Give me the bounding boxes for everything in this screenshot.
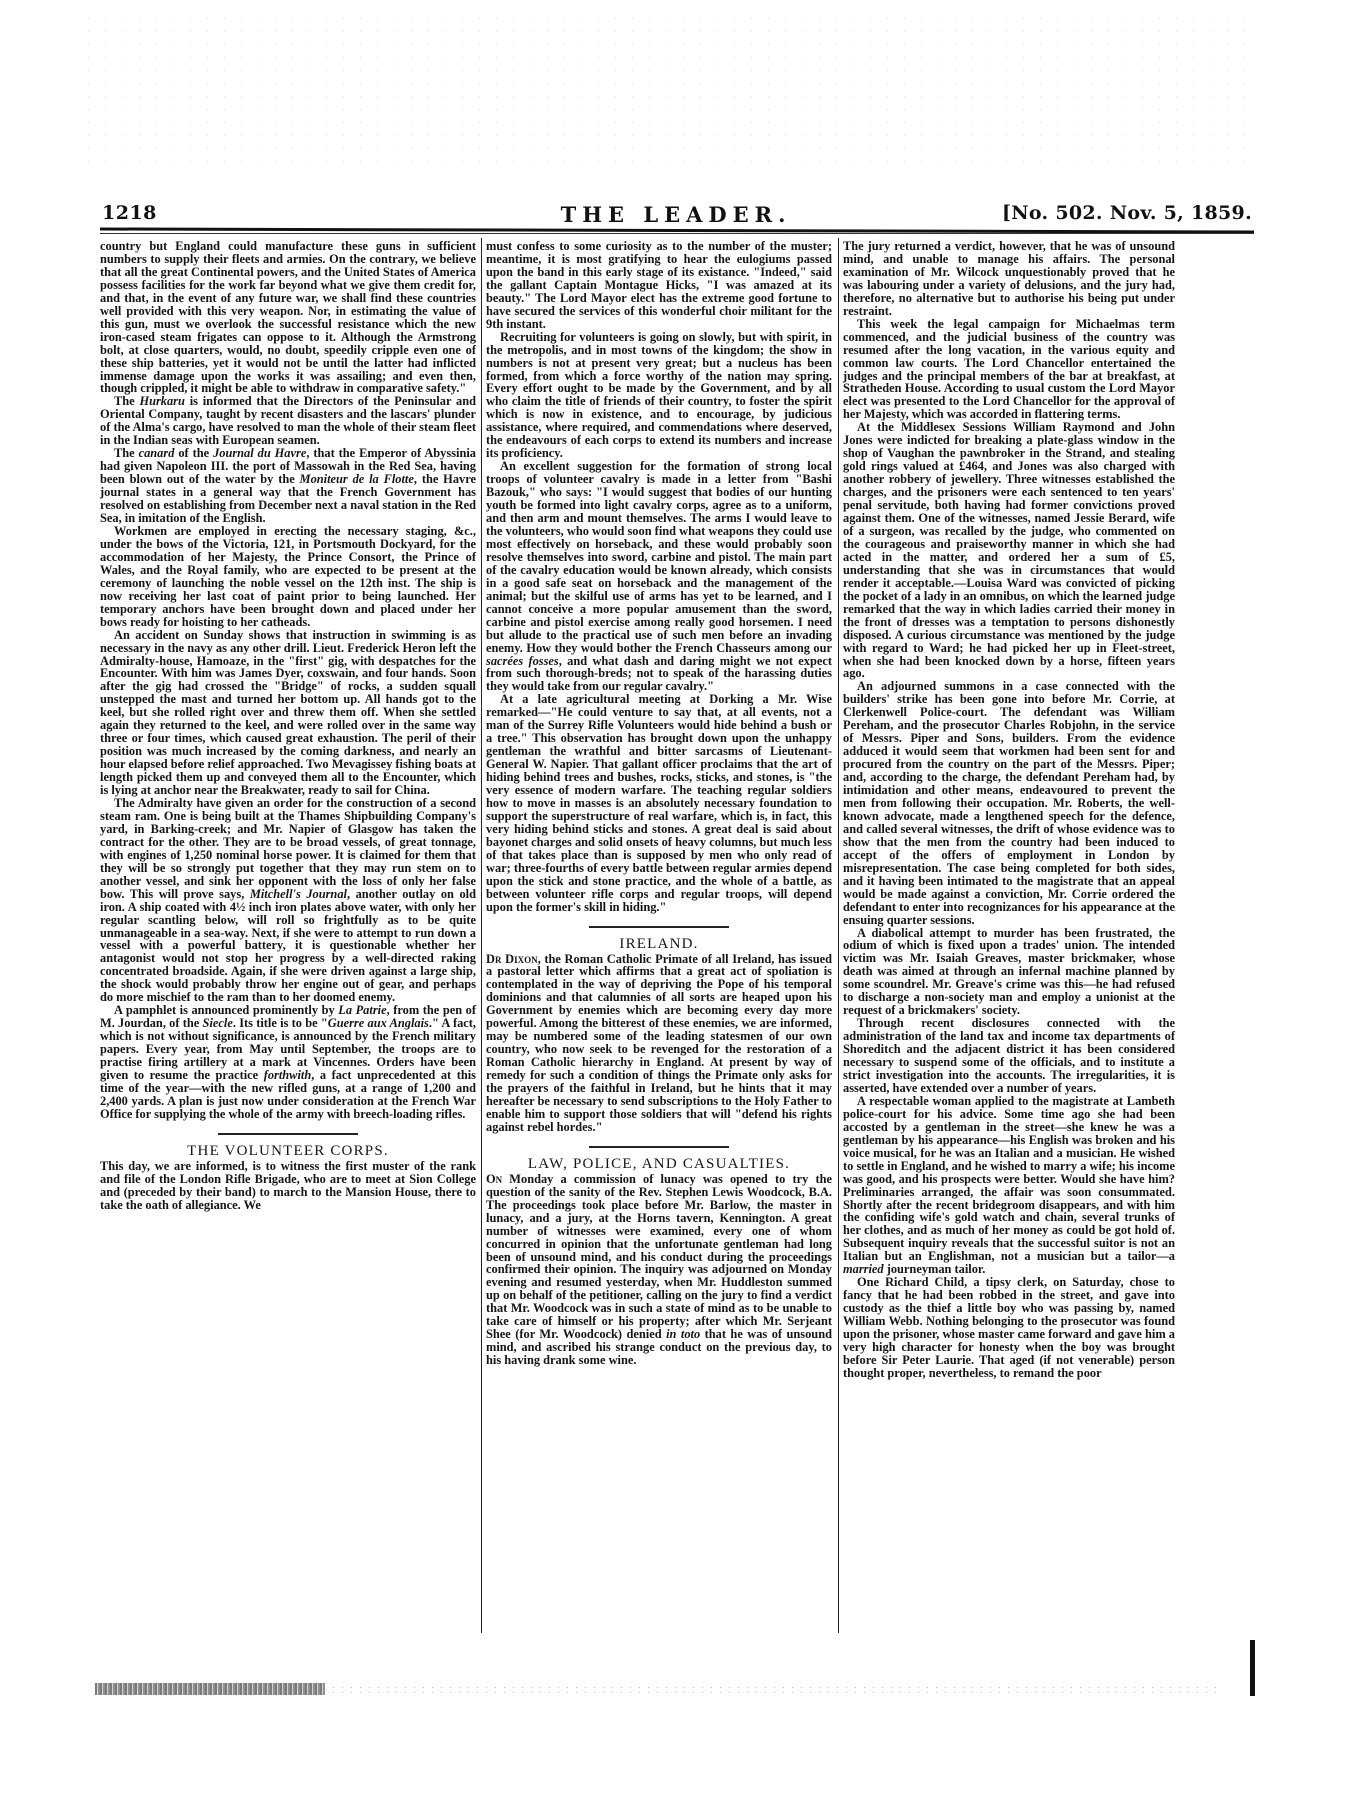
paragraph: One Richard Child, a tipsy clerk, on Saturday, chose to fancy that he had been robbed in the street, and gave into custody as the thief a little boy who was passing by, named William Webb. Nothing belonging to the prosecutor was found upon the prisoner, whose master came forward and gave him a very high character for honesty when the boy was brought before Sir Peter Laurie. That aged (if not venerable) person thought proper, nevertheless, to remand the poor <box>843 1275 1175 1380</box>
paragraph: The canard of the Journal du Havre, that the Emperor of Abyssinia had given Napoleon III. the port of Massowah in the Red Sea, having been blown out of the water by the Moniteur de la Flotte, the Havre journal states in a general way that the French Government has resolved on establishing from December next a naval station in the Red Sea, in imitation of the English. <box>100 446 476 526</box>
paragraph: Workmen are employed in erecting the necessary staging, &c., under the bows of the Victoria, 121, in Portsmouth Dockyard, for the accommodation of her Majesty, the Prince Consort, the Prince of Wales, and the Royal family, who are expected to be present at the ceremony of launching the noble vessel on the 12th inst. The ship is now receiving her last coat of paint prior to being launched. Her temporary anchors have been brought down and placed under her bows ready for hoisting to her catheads. <box>100 523 476 629</box>
paragraph: Recruiting for volunteers is going on slowly, but with spirit, in the metropolis, and in most towns of the kingdom; the show in numbers is not at present very great; but a nucleus has been formed, from which a force worthy of the nation may spring. Every effort ought to be made by the Government, and by all who claim the title of friends of their country, to foster the spirit which is now in existence, and to encourage, by judicious assistance, where required, and commendations where deserved, the endeavours of each corps to extend its numbers and increase its proficiency. <box>486 329 832 461</box>
scan-edge-mark <box>1250 1640 1255 1696</box>
newspaper-title: THE LEADER. <box>560 202 792 227</box>
paragraph: The Hurkaru is informed that the Directors of the Peninsular and Oriental Company, taught by recent disasters and the lascars' plunder of the Alma's cargo, have resolved to man the whole of their steam fleet in the Indian seas with European seamen. <box>100 394 476 448</box>
page-number: 1218 <box>102 202 157 224</box>
paragraph: must confess to some curiosity as to the number of the muster; meantime, it is most gratifying to hear the eulogiums passed upon the band in this early stage of its existance. "Indeed," said the gallant Captain Montague Hicks, "I was amazed at its beauty." The Lord Mayor elect has the extreme good fortune to have secured the services of this wonderful choir militant for the 9th instant. <box>486 239 832 331</box>
column-2 <box>486 240 832 1367</box>
paragraph: At the Middlesex Sessions William Raymond and John Jones were indicted for breaking a plate-glass window in the shop of Vaughan the pawnbroker in the Strand, and stealing gold rings valued at £464, and Jones was also charged with another robbery of jewellery. Three witnesses established the charges, and the prisoners were each sentenced to ten years' penal servitude, both having had former convictions proved against them. One of the witnesses, named Jessie Berard, wife of a surgeon, was recalled by the judge, who commented on the courageous and praiseworthy manner in which she had acted in the matter, and ordered her a sum of £5, understanding that she was in circumstances that would render it acceptable.—Louisa Ward was convicted of picking the pocket of a lady in an omnibus, on which the learned judge remarked that the way in which ladies carried their money in the front of dresses was a temptation to persons dishonestly disposed. A curious circumstance was mentioned by the judge with regard to Ward; he had picked her up in Fleet-street, when she had been knocked down by a horse, fifteen years ago. <box>843 420 1175 681</box>
paragraph: This day, we are informed, is to witness the first muster of the rank and file of the London Rifle Brigade, who are to meet at Sion College and (preceded by their band) to march to the Mansion House, there to take the oath of allegiance. We <box>100 1158 476 1212</box>
section-heading-volunteer-corps: THE VOLUNTEER CORPS. <box>187 1142 389 1159</box>
scan-noise-bottom <box>320 1685 1220 1693</box>
section-heading-law-police: LAW, POLICE, AND CASUALTIES. <box>527 1155 791 1172</box>
paragraph: An adjourned summons in a case connected with the builders' strike has been gone into before Mr. Corrie, at Clerkenwell Police-court. The defendant was William Pereham, and the prosecutor Charles Robjohn, in the service of Messrs. Piper and Sons, builders. From the evidence adduced it would seem that workmen had been sent for and procured from the country on the part of the Messrs. Piper; and, according to the charge, the defendant Pereham had, by intimidation and other means, endeavoured to prevent the men from following their occupation. Mr. Roberts, the well-known advocate, made a lengthened speech for the defence, and called several witnesses, the drift of whose evidence was to show that the men from the country had been induced to accept of the offers of employment in London by misrepresentation. The case being completed for both sides, and it having been intimated to the magistrate that an appeal would be made against a conviction, Mr. Corrie ordered the defendant to enter into recognizances for his appearance at the ensuing quarter sessions. <box>843 679 1175 927</box>
column-divider <box>481 238 482 1633</box>
column-1 <box>100 240 476 1212</box>
paragraph: Through recent disclosures connected with the administration of the land tax and income tax departments of Shoreditch and the adjacent district it has been considered necessary to suspend some of the officials, and to institute a strict investigation into the accounts. The irregularities, it is asserted, have extended over a number of years. <box>843 1016 1175 1095</box>
paragraph: The jury returned a verdict, however, that he was of unsound mind, and unable to manage his affairs. The personal examination of Mr. Wilcock unquestionably proved that he was labouring under a variety of delusions, and the jury had, therefore, no alternative but to authorise his being put under restraint. <box>843 239 1175 318</box>
section-heading-ireland: IRELAND. <box>619 935 699 952</box>
paragraph: Dr Dixon, the Roman Catholic Primate of all Ireland, has issued a pastoral letter which affirms that a great act of spoliation is contemplated in the way of depriving the Pope of his temporal dominions and that calumnies of all sorts are heaped upon his Government by enemies which are becoming every day more powerful. Among the bitterest of these enemies, we are informed, may be numbered some of the leading statesmen of our own country, who now seek to be revenged for the restoration of a Roman Catholic hierarchy in England. At present by way of remedy for such a condition of things the Primate only asks for the prayers of the faithful in Ireland, but he hints that it may hereafter be necessary to send subscriptions to the Holy Father to enable him to support those soldiers that will "defend his rights against rebel hordes." <box>486 951 832 1134</box>
column-divider <box>838 238 839 1633</box>
paragraph: At a late agricultural meeting at Dorking a Mr. Wise remarked—"He could venture to say that, at all events, not a man of the Surrey Rifle Volunteers would hide behind a bush or a tree." This observation has brought down upon the unhappy gentleman the wrathful and bitter sarcasms of Lieutenant-General W. Napier. That gallant officer proclaims that the art of hiding behind trees and bushes, rocks, sticks, and stones, is "the very essence of modern warfare. The teaching regular soldiers how to move in masses is an absolutely necessary foundation to support the superstructure of real warfare, which is, in fact, this very hiding behind sticks and stones. A great deal is said about bayonet charges and solid onsets of heavy columns, but much less of that takes place than is supposed by men who only read of war; three-fourths of every battle between regular armies depend upon the stick and stone practice, and the whole of a battle, as between volunteer rifle corps and regular troops, will depend upon the former's skill in hiding." <box>486 692 832 914</box>
masthead <box>100 200 1252 226</box>
paragraph: An accident on Sunday shows that instruction in swimming is as necessary in the navy as any other drill. Lieut. Frederick Heron left the Admiralty-house, Hamoaze, in the "first" gig, with despatches for the Encounter. With him was James Dyer, coxswain, and four hands. Soon after the gig had crossed the "Bridge" of rocks, a sudden squall unstepped the mast and turned her bottom up. All hands got to the keel, but she rolled right over and threw them off. When she settled again they returned to the keel, and were rolled over in the same way three or four times, which caused great exhaustion. The peril of their position was much increased by the coming darkness, and nearly an hour elapsed before relief approached. Two Mevagissey fishing boats at length picked them up and conveyed them all to the Encounter, which is lying at anchor near the Breakwater, ready to sail for China. <box>100 627 476 798</box>
scan-noise <box>80 12 1260 162</box>
paragraph: This week the legal campaign for Michaelmas term commenced, and the judicial business of the country was resumed after the long vacation, in the various equity and common law courts. The Lord Chancellor entertained the judges and the principal members of the bar at breakfast, at Stratheden House. According to usual custom the Lord Mayor elect was presented to the Lord Chancellor for the approval of her Majesty, which was accorded in flattering terms. <box>843 316 1175 422</box>
issue-date: [No. 502. Nov. 5, 1859. <box>1001 202 1252 224</box>
paragraph: A respectable woman applied to the magistrate at Lambeth police-court for his advice. Some time ago she had been accosted by a gentleman in the street—she knew he was a gentleman by his appearance—his English was broken and his voice musical, for he was an Italian and a musician. He wished to settle in England, and he wished to marry a wife; his income was good, and his prospects were better. Would she have him? Preliminaries arranged, the affair was soon consummated. Shortly after the recent bridegroom disappears, and with him the confiding wife's gold watch and chain, several trunks of her clothes, and as much of her money as could be got hold of. Subsequent inquiry reveals that the successful suitor is not an Italian but an Englishman, not a musician but a tailor—a married journeyman tailor. <box>843 1093 1175 1277</box>
paragraph: On Monday a commission of lunacy was opened to try the question of the sanity of the Rev. Stephen Lewis Woodcock, B.A. The proceedings took place before Mr. Barlow, the master in lunacy, and a jury, at the Horns tavern, Kennington. A great number of witnesses were examined, every one of whom concurred in opinion that the unfortunate gentleman had long been of unsound mind, and his conduct during the proceedings confirmed their opinion. The inquiry was adjourned on Monday evening and resumed yesterday, when Mr. Huddleston summed up on behalf of the petitioner, calling on the jury to find a verdict that Mr. Woodcock was in such a state of mind as to be unable to take care of himself or his property; after which Mr. Serjeant Shee (for Mr. Woodcock) denied in toto that he was of unsound mind, and ascribed his strange conduct on the previous day, to his having drank some wine. <box>486 1171 832 1368</box>
paragraph: A diabolical attempt to murder has been frustrated, the odium of which is fixed upon a trades' union. The intended victim was Mr. Isaiah Greaves, master brickmaker, whose death was aimed at through an infernal machine planned by some scoundrel. Mr. Greave's crime was this—he had refused to discharge a non-society man and employ a unionist at the request of a brickmakers' society. <box>843 925 1175 1018</box>
column-3 <box>843 240 1175 1380</box>
scan-smudge <box>95 1683 325 1695</box>
section-rule <box>589 926 729 928</box>
paragraph: country but England could manufacture these guns in sufficient numbers to supply their fleets and armies. On the contrary, we believe that all the great Continental powers, and the United States of America possess facilities for the work far beyond what we give them credit for, and that, in the event of any future war, we shall find these countries well provided with this very weapon. Nor, in estimating the value of this gun, must we overlook the successful resistance which the new iron-cased steam frigates can oppose to it. Although the Armstrong bolt, at close quarters, would, no doubt, speedily cripple even one of these ship batteries, yet it would not be until the latter had inflicted immense damage upon the works it was assailing; and even then, though crippled, it might be able to withdraw in comparative safety." <box>100 239 476 396</box>
paragraph: A pamphlet is announced prominently by La Patrie, from the pen of M. Jourdan, of the Siecle. Its title is to be "Guerre aux Anglais." A fact, which is not without significance, is announced by the French military papers. Every year, from May until September, the troops are to practise firing artillery at a mark at Vincennes. Orders have been given to resume the practice forthwith, a fact unprecedented at this time of the year—with the new rifled guns, at a range of 1,200 and 2,400 yards. A plan is just now under consideration at the French War Office for supplying the whole of the army with breech-loading rifles. <box>100 1003 476 1121</box>
masthead-rule-thin <box>100 233 1254 234</box>
section-rule <box>218 1133 358 1135</box>
section-rule <box>589 1146 729 1148</box>
paragraph: The Admiralty have given an order for the construction of a second steam ram. One is being built at the Thames Shipbuilding Company's yard, in Barking-creek; and Mr. Napier of Glasgow has taken the contract for the other. They are to be broad vessels, of great tonnage, with engines of 1,250 nominal horse power. It is claimed for them that they will be so strongly put together that they may run stem on to another vessel, and sink her opponent with the loss of only her false bow. This will prove says, Mitchell's Journal, another outlay on old iron. A ship coated with 4½ inch iron plates above water, with only her regular scantling below, will roll so frightfully as to be quite unmanageable in a sea-way. Next, if she were to attempt to run down a vessel with a powerful battery, it is questionable whether her antagonist would not stop her progress by a well-directed raking concentrated broadside. Again, if she were driven against a large ship, the shock would probably throw her engine out of gear, and perhaps do more mischief to the ram than to her doomed enemy. <box>100 795 476 1005</box>
paragraph: An excellent suggestion for the formation of strong local troops of volunteer cavalry is made in a letter from "Bashi Bazouk," who says: "I would suggest that bodies of our hunting youth be formed into light cavalry corps, agree as to a uniform, and then arm and mount themselves. The arms I would leave to the volunteers, who would soon find what weapons they could use most effectively on horseback, and these would probably soon resolve themselves into sword, carbine and pistol. The main part of the cavalry education would be known already, which consists in a good safe seat on horseback and the management of the animal; but the skilful use of arms has yet to be learned, and I cannot conceive a more popular amusement than the sword, carbine and pistol exercise among really good horsemen. I need but allude to the practical use of such men before an invading enemy. How they would bother the French Chasseurs among our sacrées fosses, and what dash and daring might we not expect from such thorough-breds; not to speak of the harassing duties they would take from our regular cavalry." <box>486 459 833 694</box>
